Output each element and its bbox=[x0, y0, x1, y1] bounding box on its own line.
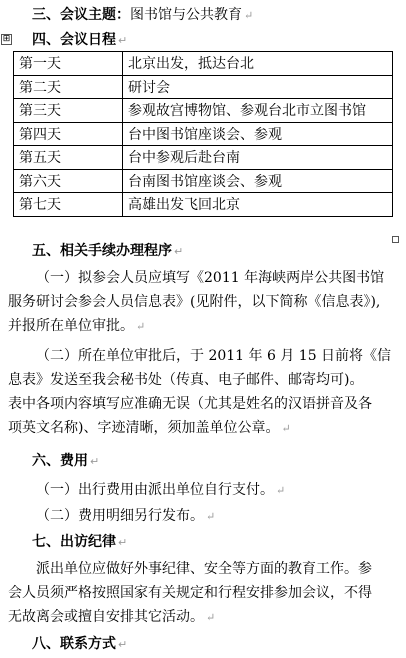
section-7-label: 七、出访纪律 bbox=[32, 534, 116, 550]
schedule-row bbox=[14, 52, 393, 76]
section-5-paragraph-1 bbox=[8, 266, 402, 339]
text-line: 表中各项内容填写应准确无误（尤其是姓名的汉语拼音及各 bbox=[8, 396, 372, 412]
section-3-heading bbox=[32, 4, 406, 24]
section-4-label: 四、会议日程 bbox=[32, 32, 116, 48]
section-5-paragraph-2 bbox=[8, 344, 402, 441]
schedule-activity-cell: 台南图书馆座谈会、参观 bbox=[123, 169, 393, 193]
paragraph-mark: ↵ bbox=[118, 536, 128, 549]
section-8-heading bbox=[32, 633, 406, 653]
section-6-label: 六、费用 bbox=[32, 453, 88, 469]
section-4-heading bbox=[32, 29, 406, 49]
schedule-day-cell: 第五天 bbox=[14, 146, 123, 170]
section-3-value: 图书馆与公共教育 bbox=[130, 7, 242, 23]
section-8-label: 八、联系方式 bbox=[32, 636, 116, 652]
schedule-day-cell: 第七天 bbox=[14, 193, 123, 217]
section-5-label: 五、相关手续办理程序 bbox=[32, 243, 172, 259]
section-6-heading bbox=[32, 450, 406, 470]
schedule-day-cell: 第二天 bbox=[14, 75, 123, 99]
text-line: 息表》发送至我会秘书处（传真、电子邮件、邮寄均可)。 bbox=[8, 372, 364, 388]
schedule-row bbox=[14, 169, 393, 193]
section-5-heading bbox=[32, 240, 406, 260]
schedule-activity-cell: 北京出发，抵达台北 bbox=[123, 52, 393, 76]
schedule-day-cell: 第六天 bbox=[14, 169, 123, 193]
schedule-activity-cell: 台中参观后赴台南 bbox=[123, 146, 393, 170]
text-line: 会人员须严格按照国家有关规定和行程安排参加会议，不得 bbox=[8, 585, 372, 601]
schedule-table bbox=[13, 51, 393, 217]
paragraph-mark: ↵ bbox=[90, 455, 100, 468]
table-move-handle-icon[interactable]: ⊞ bbox=[2, 34, 11, 44]
text-line: （二）所在单位审批后，于 2011 年 6 月 15 日前将《信 bbox=[36, 348, 392, 364]
schedule-row bbox=[14, 75, 393, 99]
schedule-row bbox=[14, 146, 393, 170]
paragraph-mark: ↵ bbox=[174, 245, 184, 258]
text-line: 服务研讨会参会人员信息表》(见附件，以下简称《信息表》), bbox=[8, 294, 381, 310]
text-line: 并报所在单位审批。 ↵ bbox=[8, 318, 146, 334]
text-line: 派出单位应做好外事纪律、安全等方面的教育工作。参 bbox=[36, 561, 372, 577]
schedule-row bbox=[14, 122, 393, 146]
schedule-day-cell: 第四天 bbox=[14, 122, 123, 146]
section-7-paragraph bbox=[8, 557, 402, 630]
section-3-label: 三、会议主题： bbox=[32, 7, 130, 23]
schedule-activity-cell: 参观故宫博物馆、参观台北市立图书馆 bbox=[123, 99, 393, 123]
text-line: 项英文名称)、字迹清晰，须加盖单位公章。 ↵ bbox=[8, 420, 291, 436]
paragraph-mark: ↵ bbox=[244, 9, 254, 22]
schedule-row bbox=[14, 193, 393, 217]
section-7-heading bbox=[32, 531, 406, 551]
schedule-activity-cell: 台中图书馆座谈会、参观 bbox=[123, 122, 393, 146]
section-6-item-1: （一）出行费用由派出单位自行支付。 ↵ bbox=[36, 482, 286, 498]
schedule-activity-cell: 研讨会 bbox=[123, 75, 393, 99]
schedule-day-cell: 第三天 bbox=[14, 99, 123, 123]
schedule-activity-cell: 高雄出发飞回北京 bbox=[123, 193, 393, 217]
schedule-day-cell: 第一天 bbox=[14, 52, 123, 76]
paragraph-mark: ↵ bbox=[118, 638, 128, 651]
text-line: 无故离会或擅自安排其它活动。 ↵ bbox=[8, 609, 216, 625]
paragraph-mark: ↵ bbox=[118, 34, 128, 47]
schedule-row bbox=[14, 99, 393, 123]
text-line: （一）拟参会人员应填写《2011 年海峡两岸公共图书馆 bbox=[36, 270, 385, 286]
section-6-item-2: （二）费用明细另行发布。 ↵ bbox=[36, 508, 216, 524]
